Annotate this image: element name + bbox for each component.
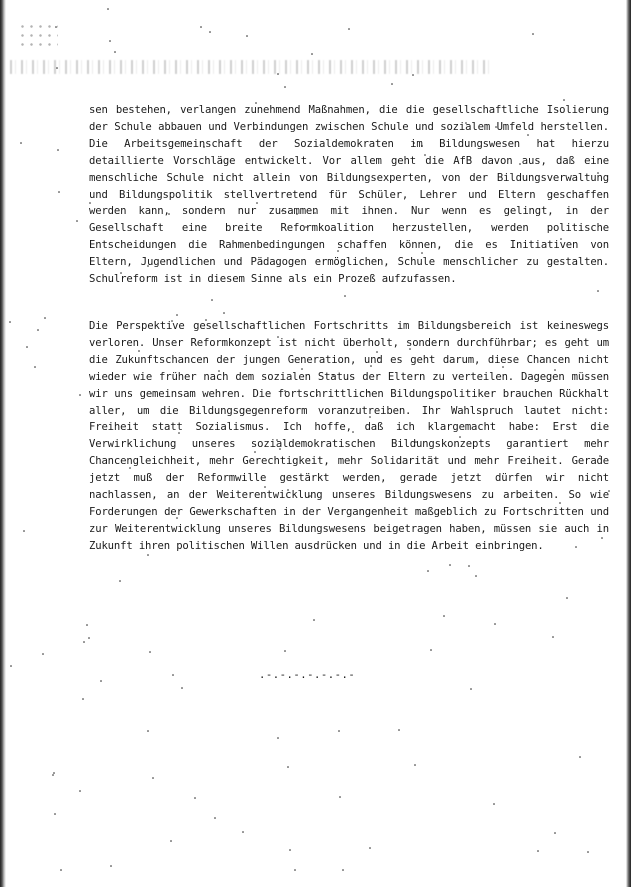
scan-speck xyxy=(152,777,154,779)
scan-speck xyxy=(421,145,423,147)
scan-speck xyxy=(194,797,196,799)
scan-speck xyxy=(414,764,416,766)
scan-speck xyxy=(114,51,116,53)
scan-speck xyxy=(277,73,279,75)
scan-speck xyxy=(34,366,36,368)
scan-speck xyxy=(427,570,429,572)
scan-speck xyxy=(76,220,78,222)
scan-speck xyxy=(587,851,589,853)
scan-speck xyxy=(563,99,565,101)
scan-speck xyxy=(424,154,426,156)
scan-speck xyxy=(107,8,109,10)
scan-speck xyxy=(88,637,90,639)
scan-speck xyxy=(412,74,414,76)
scan-speck xyxy=(493,803,495,805)
scan-speck xyxy=(147,265,149,267)
scan-speck xyxy=(57,149,59,151)
scan-speck xyxy=(311,53,313,55)
scan-speck xyxy=(314,212,316,214)
scan-speck xyxy=(601,537,603,539)
scan-speck xyxy=(459,436,461,438)
scan-speck xyxy=(79,394,81,396)
scan-speck xyxy=(138,350,140,352)
scan-speck xyxy=(281,210,283,212)
scan-speck xyxy=(168,213,170,215)
scan-speck xyxy=(532,33,534,35)
scan-speck xyxy=(468,565,470,567)
paragraph-1: sen bestehen, verlangen zunehmend Maßnahmen, die die gesellschaftliche Isolierung der Schule abbauen und Verbindungen zwischen Schule und sozialem Umfeld herstellen. Die Arbeitsgemeinschaft der Sozialdemokraten im Bildungswesen hat hierzu detaillierte Vorschläge entwickelt. Vor allem geht die AfB davon aus, daß eine menschliche Schule nicht allein von Bildungsexperten, von der Bildungsverwaltung und Bildungspolitik stellvertretend für Schüler, Lehrer und Eltern geschaffen werden kann, sondern nur zusammen mit ihnen. Nur wenn es gelingt, in der Gesellschaft eine breite Reformkoalition herzustellen, werden politische Entscheidungen die Rahmenbedingungen schaffen können, die es Initiativen von Eltern, Jugendlichen und Pädagogen ermöglichen, Schule menschlicher zu gestalten. Schulreform ist in diesem Sinne als ein Prozeß aufzufassen. xyxy=(89,104,609,286)
scan-speck xyxy=(246,35,248,37)
scan-speck xyxy=(218,370,220,372)
scan-speck xyxy=(378,357,380,359)
scan-speck xyxy=(301,368,303,370)
scan-speck xyxy=(211,299,213,301)
scan-speck xyxy=(391,83,393,85)
paragraph-2: Die Perspektive gesellschaftlichen Fortschritts im Bildungsbereich ist keineswegs verloren. Unser Reformkonzept ist nicht überholt, sondern durchführbar; es geht um die Zukunftschancen der jungen Generation, und es geht darum, diese Chancen nicht wieder wie früher nach dem sozialen Status der Eltern zu verteilen. Dagegen müssen wir uns gemeinsam wehren. Die fortschrittlichen Bildungspolitiker brauchen Rückhalt aller, um die Bildungsgegenreform voranzutreiben. Ihr Wahlspruch lautet nicht: Freiheit statt Sozialismus. Ich hoffe, daß ich klargemacht habe: Erst die Verwirklichung unseres sozialdemokratischen Bildungskonzepts garantiert mehr Chancengleichheit, mehr Gerechtigkeit, mehr Solidarität und mehr Freiheit. Gerade jetzt muß der Reformwille gestärkt werden, gerade jetzt dürfen wir nicht nachlassen, an der Weiterentwicklung unseres Bildungswesens zu arbeiten. So wie Forderungen der Gewerkschaften in der Vergangenheit maßgeblich zu Fortschritten und zur Weiterentwicklung unseres Bildungswesens beigetragen haben, müssen sie auch in Zukunft ihren politischen Willen ausdrücken und in die Arbeit einbringen. xyxy=(89,319,609,552)
scan-speck xyxy=(342,869,344,871)
scan-speck xyxy=(205,319,207,321)
scan-speck xyxy=(332,374,334,376)
scan-speck xyxy=(89,202,91,204)
scan-speck xyxy=(42,653,44,655)
scan-speck xyxy=(552,636,554,638)
scan-speck xyxy=(527,134,529,136)
scan-speck xyxy=(83,641,85,643)
scan-speck xyxy=(86,624,88,626)
scan-speck xyxy=(398,729,400,731)
scan-noise-corner xyxy=(18,22,58,52)
scan-speck xyxy=(23,530,25,532)
scan-speck xyxy=(109,40,111,42)
scan-speck xyxy=(129,467,131,469)
scan-noise-header xyxy=(10,60,490,74)
scan-speck xyxy=(599,455,601,457)
scan-speck xyxy=(277,737,279,739)
scan-speck xyxy=(608,490,610,492)
scan-speck xyxy=(465,122,467,124)
scan-speck xyxy=(352,431,354,433)
scan-speck xyxy=(369,416,371,418)
scan-speck xyxy=(26,346,28,348)
scan-speck xyxy=(430,649,432,651)
scan-speck xyxy=(147,730,149,732)
scan-speck xyxy=(421,252,423,254)
scan-speck xyxy=(79,790,81,792)
scan-speck xyxy=(254,451,256,453)
scan-speck xyxy=(287,766,289,768)
scan-speck xyxy=(376,351,378,353)
scan-speck xyxy=(20,142,22,144)
scan-speck xyxy=(82,698,84,700)
scan-speck xyxy=(203,146,205,148)
scan-speck xyxy=(181,687,183,689)
scan-speck xyxy=(60,869,62,871)
scan-speck xyxy=(597,290,599,292)
scan-speck xyxy=(147,554,149,556)
scan-speck xyxy=(44,317,46,319)
scan-speck xyxy=(242,831,244,833)
scan-edge-left xyxy=(0,0,6,887)
scan-speck xyxy=(597,172,599,174)
scan-speck xyxy=(100,680,102,682)
scan-speck xyxy=(200,26,202,28)
scan-speck xyxy=(443,615,445,617)
scan-speck xyxy=(214,817,216,819)
scan-speck xyxy=(284,86,286,88)
scan-speck xyxy=(348,28,350,30)
scan-speck xyxy=(178,432,180,434)
scan-speck xyxy=(554,832,556,834)
scan-speck xyxy=(415,441,417,443)
scan-speck xyxy=(9,321,11,323)
scan-speck xyxy=(338,730,340,732)
scan-speck xyxy=(305,226,307,228)
scan-speck xyxy=(52,774,54,776)
scan-speck xyxy=(575,546,577,548)
scan-speck xyxy=(255,102,257,104)
scan-speck xyxy=(119,580,121,582)
scan-speck xyxy=(10,665,12,667)
scan-speck xyxy=(566,597,568,599)
scan-speck xyxy=(370,365,372,367)
scan-speck xyxy=(579,756,581,758)
scan-speck xyxy=(209,31,211,33)
scan-speck xyxy=(337,250,339,252)
scan-speck xyxy=(537,850,539,852)
scan-speck xyxy=(256,202,258,204)
document-body xyxy=(89,102,609,555)
scan-speck xyxy=(170,840,172,842)
scan-speck xyxy=(344,295,346,297)
scan-speck xyxy=(495,126,497,128)
end-mark: .-.-.-.-.-.-.- xyxy=(259,669,356,681)
scan-speck xyxy=(223,312,225,314)
scan-speck xyxy=(287,489,289,491)
scan-speck xyxy=(218,209,220,211)
scan-speck xyxy=(313,619,315,621)
scan-speck xyxy=(294,869,296,871)
scan-speck xyxy=(279,448,281,450)
scan-speck xyxy=(449,564,451,566)
scan-speck xyxy=(171,320,173,322)
scan-speck xyxy=(284,650,286,652)
scan-speck xyxy=(54,813,56,815)
scan-speck xyxy=(172,674,174,676)
scan-speck xyxy=(413,142,415,144)
scan-speck xyxy=(519,163,521,165)
scan-speck xyxy=(368,391,370,393)
scan-edge-right xyxy=(626,0,631,887)
scan-speck xyxy=(339,796,341,798)
scan-speck xyxy=(264,486,266,488)
scan-speck xyxy=(560,238,562,240)
scan-speck xyxy=(409,348,411,350)
scan-speck xyxy=(494,623,496,625)
scan-speck xyxy=(284,390,286,392)
scan-speck xyxy=(176,517,178,519)
scan-speck xyxy=(277,336,279,338)
scan-speck xyxy=(56,67,58,69)
scan-speck xyxy=(554,369,556,371)
scan-speck xyxy=(55,26,57,28)
scan-speck xyxy=(369,847,371,849)
scan-speck xyxy=(58,191,60,193)
scan-speck xyxy=(316,394,318,396)
scan-speck xyxy=(502,366,504,368)
scan-speck xyxy=(289,849,291,851)
scan-speck xyxy=(276,439,278,441)
scan-speck xyxy=(559,502,561,504)
scan-speck xyxy=(149,651,151,653)
scan-speck xyxy=(110,865,112,867)
scan-speck xyxy=(296,213,298,215)
scan-speck xyxy=(37,329,39,331)
scan-speck xyxy=(309,495,311,497)
scan-speck xyxy=(176,314,178,316)
scan-speck xyxy=(475,575,477,577)
scan-speck xyxy=(120,272,122,274)
scan-speck xyxy=(470,688,472,690)
